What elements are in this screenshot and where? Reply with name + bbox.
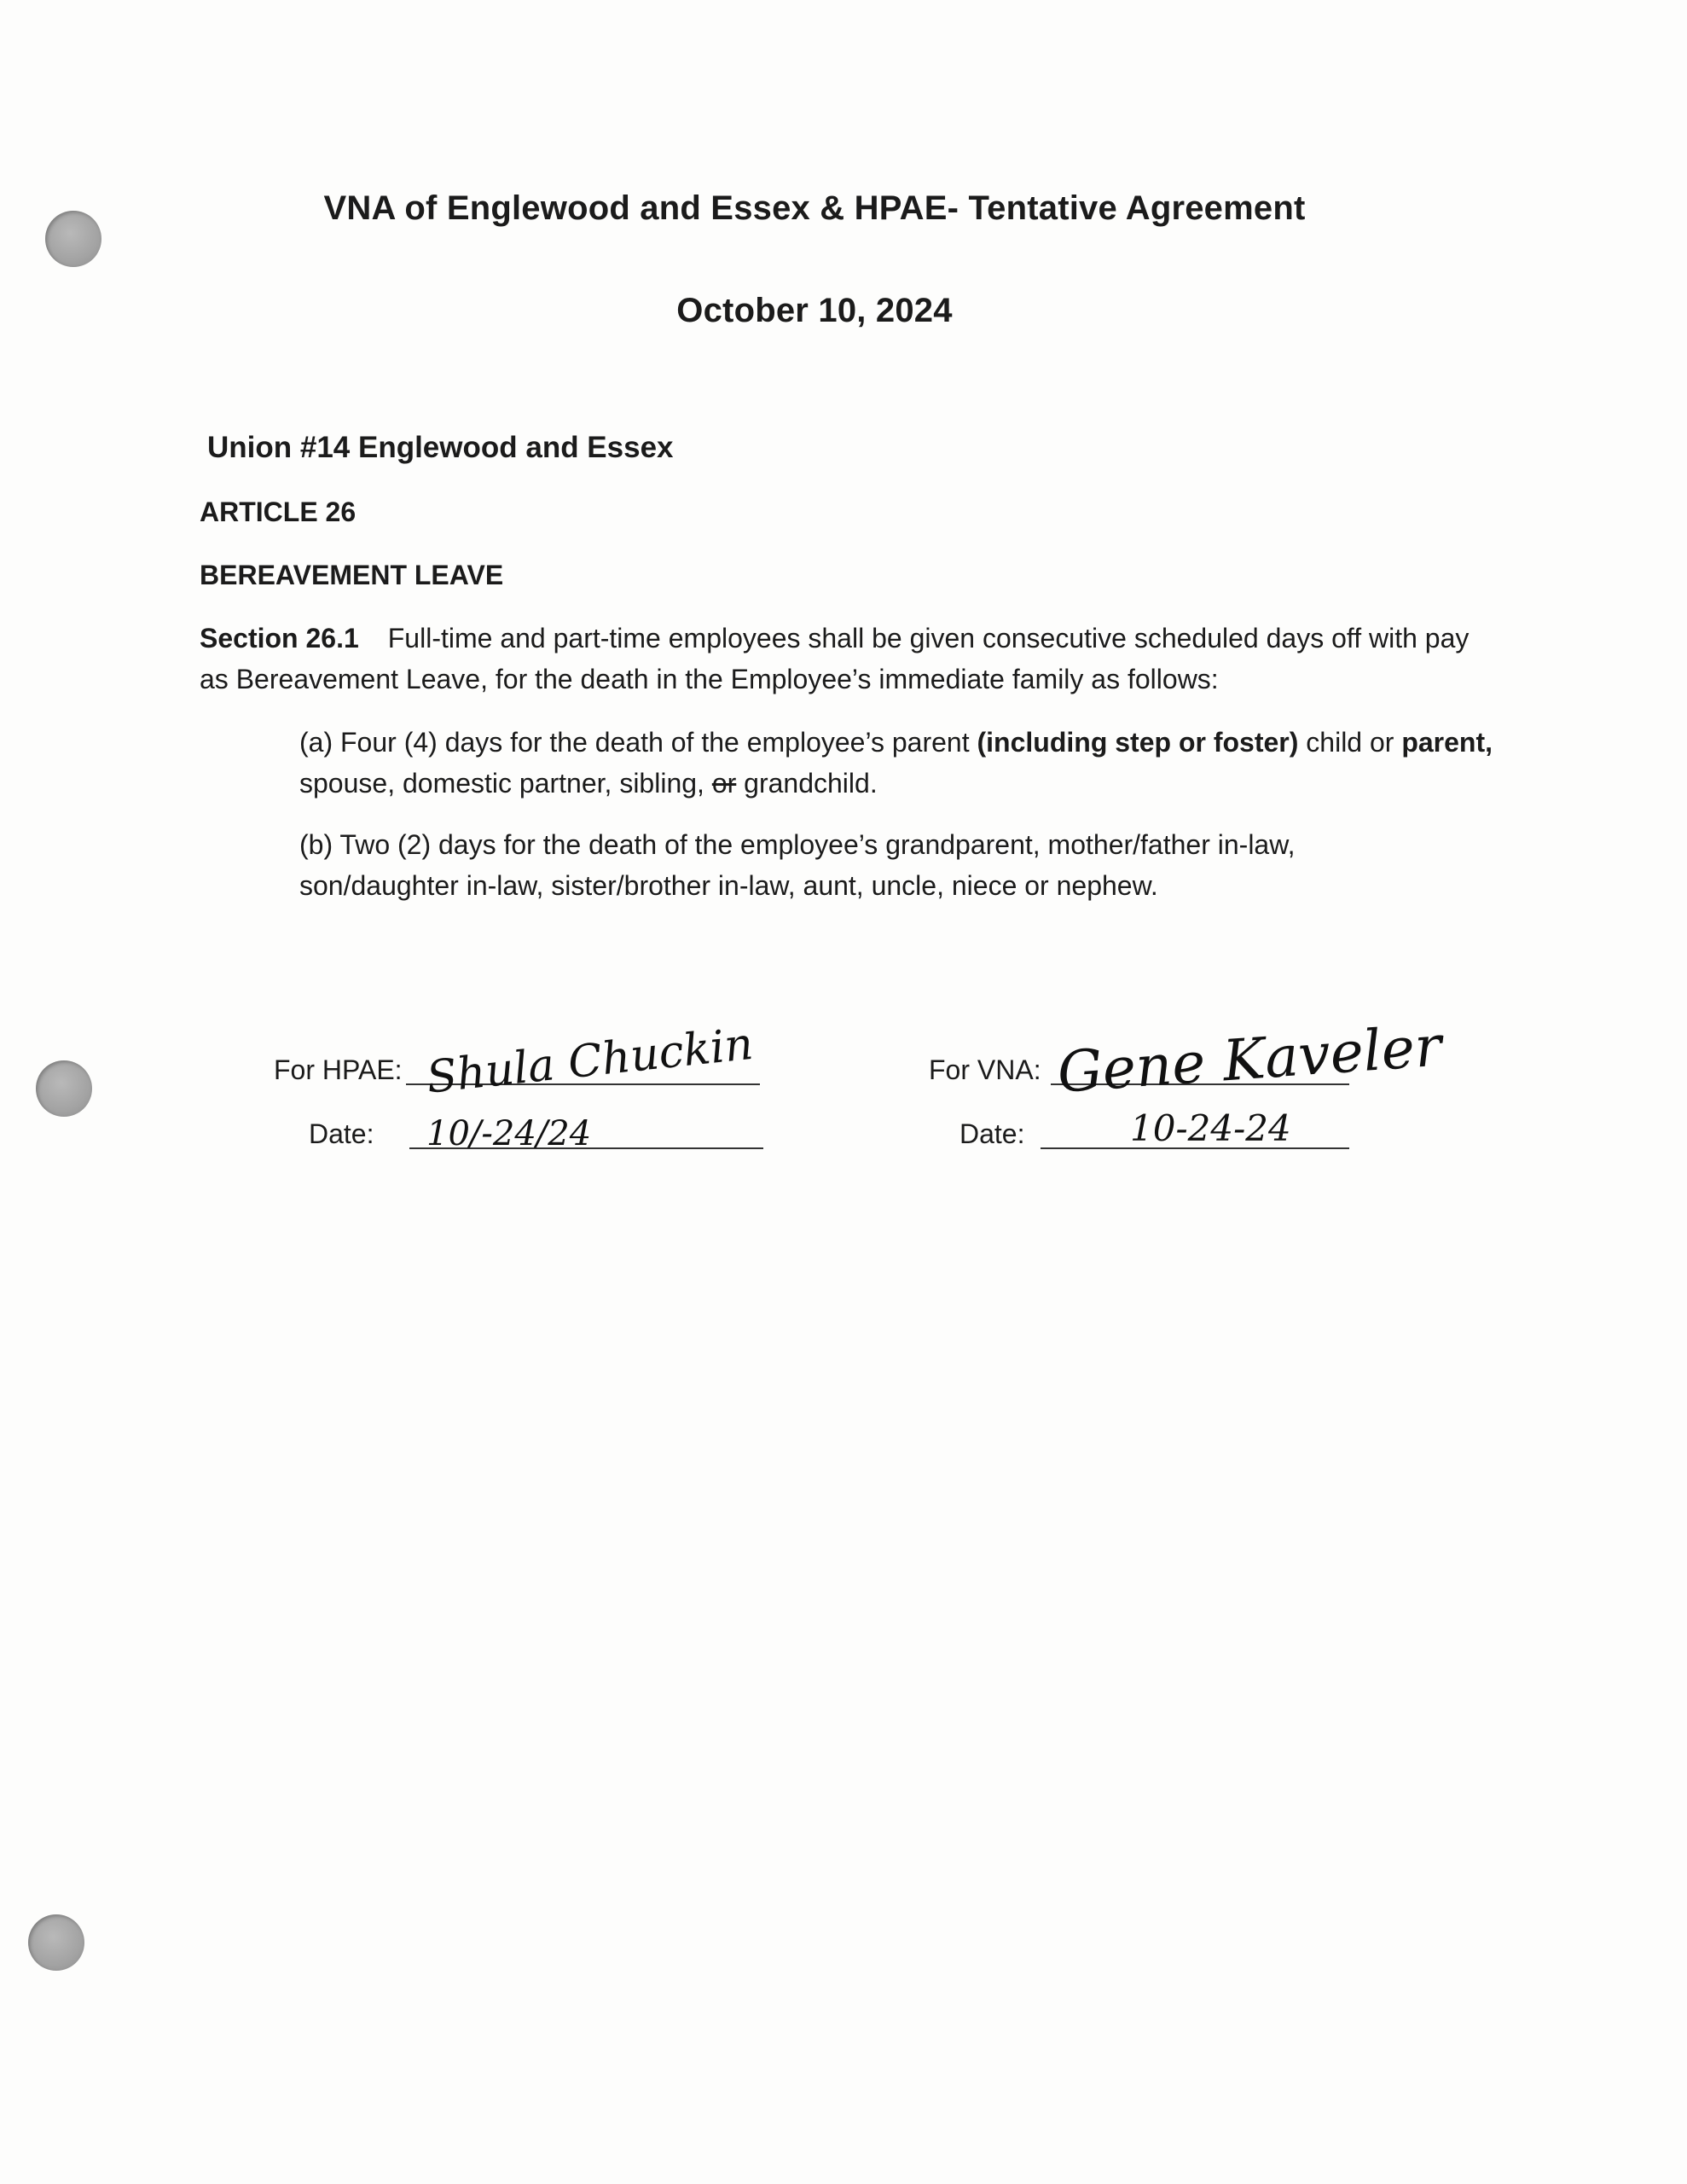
article-number: ARTICLE 26 — [200, 497, 357, 527]
document-title: VNA of Englewood and Essex & HPAE- Tentative Agreement — [323, 189, 1306, 227]
item-a-paragraph — [299, 722, 1493, 804]
union-heading: Union #14 Englewood and Essex — [207, 431, 674, 464]
item-a-text-4: grandchild. — [736, 768, 878, 799]
section-label: Section 26.1 — [200, 623, 359, 653]
hpae-label: For HPAE: — [274, 1054, 403, 1085]
item-a-text-2: child or — [1298, 727, 1402, 758]
item-a-text-3: spouse, domestic partner, sibling, — [299, 768, 712, 799]
hpae-date-label: Date: — [309, 1118, 374, 1149]
vna-date-text: 10-24-24 — [1130, 1107, 1291, 1149]
hpae-date-text: 10/-24/24 — [426, 1114, 592, 1153]
hpae-signature — [409, 998, 768, 1104]
vna-label: For VNA: — [929, 1054, 1041, 1085]
hpae-signature-text: Shula Chuckin — [424, 1018, 756, 1104]
hpae-date-handwritten — [426, 1099, 682, 1159]
vna-date-handwritten — [1130, 1096, 1386, 1156]
vna-signature-text: Gene Kaveler — [1055, 1013, 1444, 1106]
item-a-struck-word: or — [711, 768, 737, 799]
item-a-bold-parent: parent, — [1401, 727, 1493, 758]
article-title: BEREAVEMENT LEAVE — [200, 560, 504, 590]
punch-hole-bottom — [28, 1914, 84, 1971]
document-date: October 10, 2024 — [676, 292, 953, 329]
vna-date-label: Date: — [959, 1118, 1025, 1149]
item-a-text-1: (a) Four (4) days for the death of the employee’s parent — [299, 727, 977, 758]
item-b-paragraph: (b) Two (2) days for the death of the employee’s grandparent, mother/father in-law, son/daughter in-law, sister/brother in-law, aunt, uncle, niece or nephew. — [299, 829, 1296, 901]
item-a-bold-step-foster: (including step or foster) — [977, 727, 1299, 758]
section-text: Full-time and part-time employees shall be given consecutive scheduled days off with pay as Bereavement Leave, for the death in the Employee’s immediate family as follows: — [200, 623, 1470, 694]
section-paragraph — [200, 618, 1479, 700]
punch-hole-middle — [36, 1060, 92, 1117]
